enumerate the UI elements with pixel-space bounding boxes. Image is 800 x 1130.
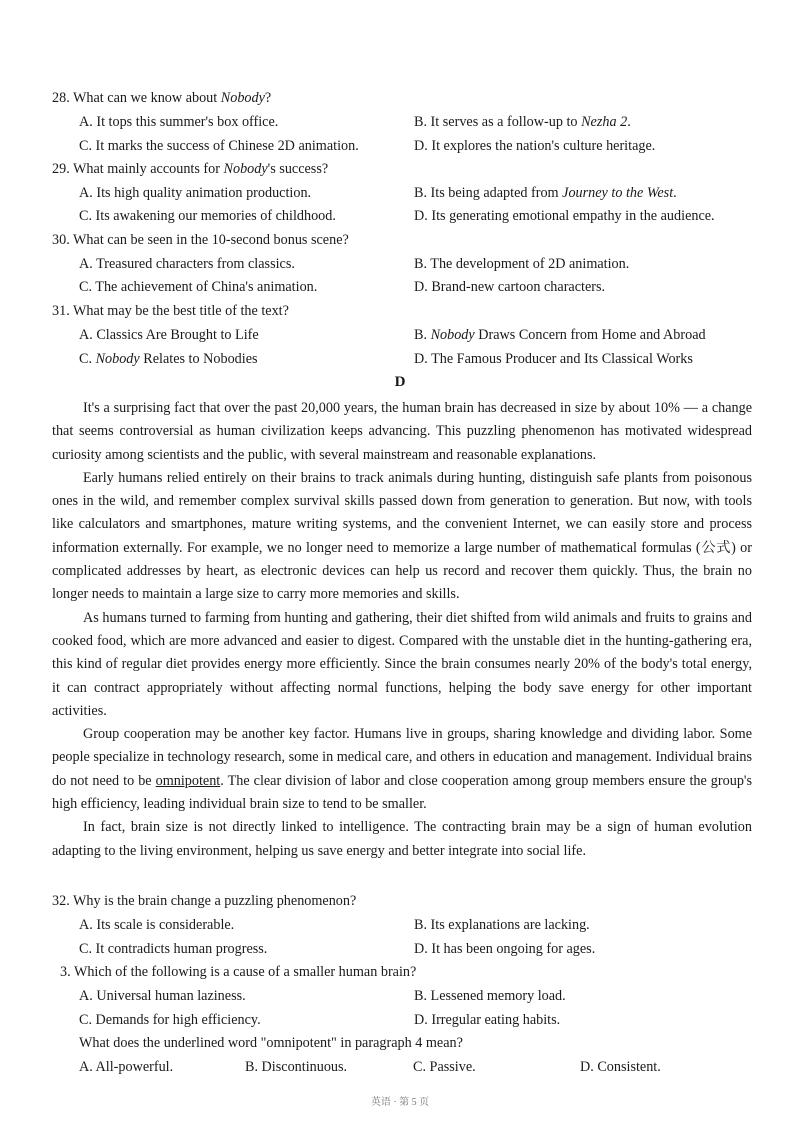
q32-option-d: D. It has been ongoing for ages.	[414, 941, 596, 957]
q29-option-a: A. Its high quality animation production.	[79, 185, 312, 201]
q34-option-c: C. Passive.	[413, 1059, 476, 1075]
page-footer: 英语 · 第 5 页	[370, 1097, 430, 1108]
q32-option-a: A. Its scale is considerable.	[79, 917, 235, 933]
question-28-stem: 28. What can we know about Nobody?	[52, 90, 272, 106]
passage-d	[52, 397, 752, 863]
q33-option-a: A. Universal human laziness.	[79, 988, 246, 1004]
passage-paragraph-2: Early humans relied entirely on their brains to track animals during hunting, distinguish safe plants from poisonous ones in the wild, and remember complex survival skills passed down from generation to generation. But now, with tools like calculators and smartphones, mature writing systems, and the convenient Internet, we can easily store and process information externally. For example, we no longer need to memorize a large number of mathematical formulas (公式) or complicated addresses by heart, as electronic devices can help us record and recover them quickly. Thus, the brain no longer needs to maintain a large size to carry more memories and skills.	[52, 469, 752, 603]
q30-option-c: C. The achievement of China's animation.	[79, 279, 318, 295]
q29-option-c: C. Its awakening our memories of childhood.	[79, 208, 336, 224]
q33-option-d: D. Irregular eating habits.	[414, 1012, 561, 1028]
passage-paragraph-5: In fact, brain size is not directly linked to intelligence. The contracting brain may be a sign of human evolution adapting to the living environment, helping us save energy and better integrate into social life.	[52, 819, 752, 859]
section-d-heading: D	[394, 374, 406, 390]
q33-option-b: B. Lessened memory load.	[414, 988, 566, 1004]
passage-paragraph-3: As humans turned to farming from hunting and gathering, their diet shifted from wild animals and fruits to grains and cooked food, which are more advanced and easier to digest. Compared with the unstable diet in the hunting-gathering era, this kind of regular diet provides energy more efficiently. Since the brain consumes nearly 20% of the body's total energy, it can contract appropriately without affecting normal functions, helping the body save energy for other important activities.	[52, 609, 752, 719]
q32-option-c: C. It contradicts human progress.	[79, 941, 268, 957]
question-32-stem: 32. Why is the brain change a puzzling phenomenon?	[52, 893, 357, 909]
q30-option-b: B. The development of 2D animation.	[414, 256, 630, 272]
question-29-stem: 29. What mainly accounts for Nobody's success?	[52, 161, 329, 177]
q29-option-d: D. Its generating emotional empathy in the audience.	[414, 208, 715, 224]
q33-option-c: C. Demands for high efficiency.	[79, 1012, 261, 1028]
q28-option-d: D. It explores the nation's culture heritage.	[414, 138, 656, 154]
question-31-stem: 31. What may be the best title of the text?	[52, 303, 289, 319]
q28-option-c: C. It marks the success of Chinese 2D animation.	[79, 138, 359, 154]
q34-option-d: D. Consistent.	[580, 1059, 661, 1075]
underlined-word: omnipotent	[155, 772, 221, 789]
q31-option-d: D. The Famous Producer and Its Classical Works	[414, 351, 693, 367]
q31-option-b: B. Nobody Draws Concern from Home and Abroad	[414, 327, 706, 343]
question-33-stem: 3. Which of the following is a cause of a smaller human brain?	[60, 964, 417, 980]
q30-option-d: D. Brand-new cartoon characters.	[414, 279, 606, 295]
q28-option-a: A. It tops this summer's box office.	[79, 114, 279, 130]
q29-option-b: B. Its being adapted from Journey to the West.	[414, 185, 677, 201]
q31-option-a: A. Classics Are Brought to Life	[79, 327, 259, 343]
question-30-stem: 30. What can be seen in the 10-second bonus scene?	[52, 232, 349, 248]
q30-option-a: A. Treasured characters from classics.	[79, 256, 295, 272]
q34-option-b: B. Discontinuous.	[245, 1059, 348, 1075]
passage-paragraph-1: It's a surprising fact that over the past 20,000 years, the human brain has decreased in size by about 10% — a change that seems controversial as human civilization keeps advancing. This puzzling phenomenon has motivated widespread curiosity among scientists and the public, with several mainstream and reasonable explanations.	[52, 400, 752, 463]
passage-paragraph-4: Group cooperation may be another key factor. Humans live in groups, sharing knowledge and dividing labor. Some people specialize in technology research, some in medical care, and others in education and management. Individual brains do not need to be omnipotent. The clear division of labor and close cooperation among group members ensure the group's high efficiency, leading individual brain size to tend to be smaller.	[52, 726, 752, 813]
q31-option-c: C. Nobody Relates to Nobodies	[79, 351, 258, 367]
q32-option-b: B. Its explanations are lacking.	[414, 917, 590, 933]
question-34-stem: What does the underlined word "omnipotent" in paragraph 4 mean?	[79, 1035, 463, 1051]
q28-option-b: B. It serves as a follow-up to Nezha 2.	[414, 114, 631, 130]
q34-option-a: A. All-powerful.	[79, 1059, 174, 1075]
